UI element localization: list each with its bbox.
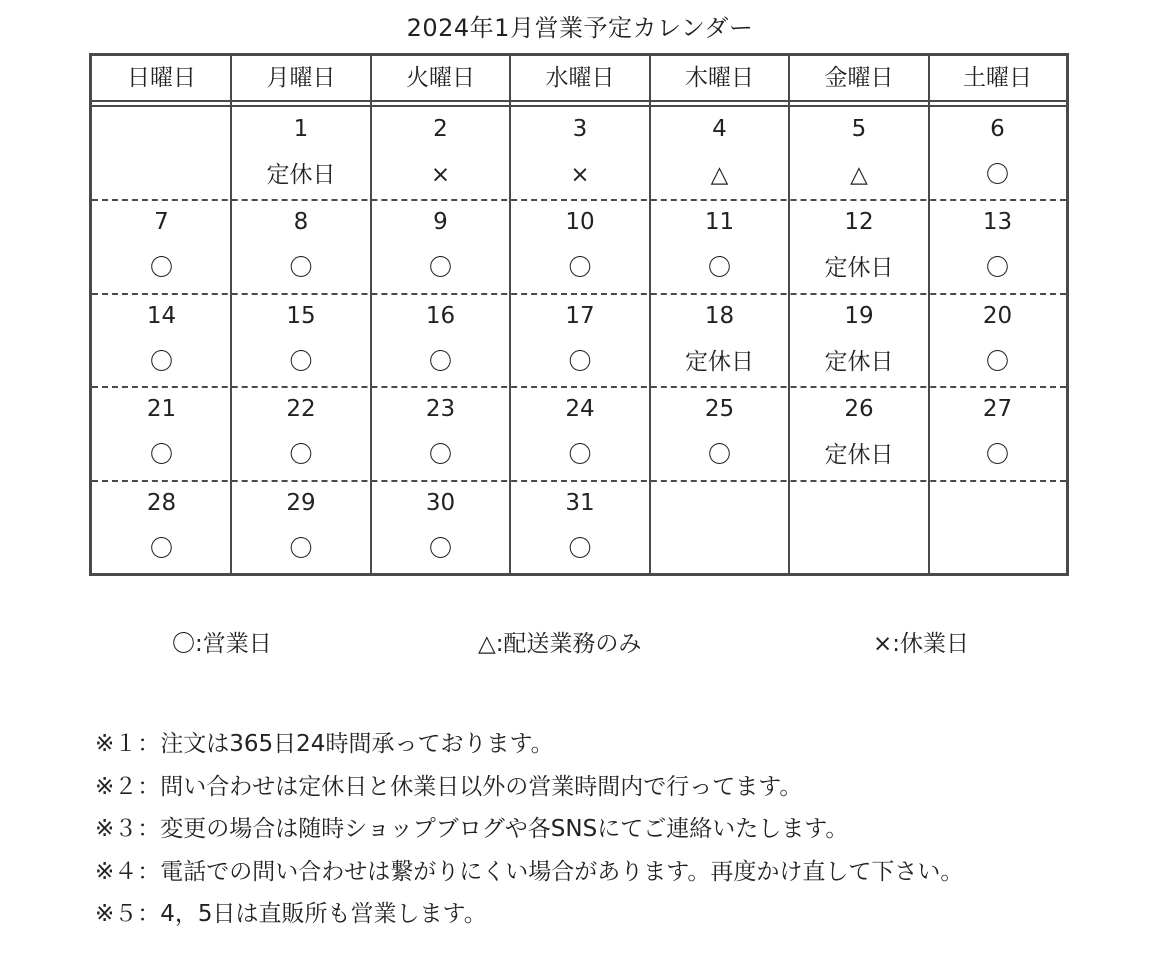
day-status: × bbox=[570, 162, 590, 188]
day-number: 20 bbox=[982, 302, 1013, 329]
weekday-header: 火曜日 bbox=[406, 65, 475, 91]
note-4: ※４：電話での問い合わせは繋がりにくい場合があります。再度かけ直して下さい。 bbox=[95, 858, 964, 885]
day-cell bbox=[92, 200, 231, 293]
day-status: 〇 bbox=[429, 535, 452, 562]
day-status: 定休日 bbox=[824, 255, 894, 282]
day-number: 22 bbox=[286, 396, 316, 423]
day-number: 11 bbox=[704, 209, 735, 236]
day-status: △ bbox=[710, 162, 729, 188]
day-cell bbox=[650, 107, 789, 200]
day-cell bbox=[510, 387, 650, 480]
day-number: 24 bbox=[565, 396, 595, 423]
day-cell bbox=[789, 107, 929, 200]
day-status: 〇 bbox=[568, 442, 592, 469]
weekday-header: 水曜日 bbox=[545, 65, 615, 91]
day-status: 〇 bbox=[568, 535, 592, 562]
day-cell bbox=[929, 294, 1066, 387]
day-cell bbox=[371, 387, 510, 480]
day-number: 28 bbox=[146, 489, 177, 516]
calendar-table bbox=[89, 53, 1069, 576]
day-status: 〇 bbox=[986, 162, 1009, 188]
legend-closed-day: ×:休業日 bbox=[873, 631, 970, 657]
day-status: 〇 bbox=[289, 442, 313, 469]
note-2: ※２：問い合わせは定休日と休業日以外の営業時間内で行ってます。 bbox=[95, 773, 803, 800]
day-cell bbox=[789, 481, 929, 574]
day-cell bbox=[510, 481, 650, 574]
day-number: 27 bbox=[982, 396, 1013, 423]
day-status: 〇 bbox=[150, 348, 173, 375]
day-status: 〇 bbox=[289, 348, 313, 375]
day-status: 定休日 bbox=[266, 162, 336, 188]
legend-delivery-only: △:配送業務のみ bbox=[478, 631, 642, 657]
day-cell bbox=[650, 387, 789, 480]
day-status: 〇 bbox=[150, 535, 173, 562]
day-number: 15 bbox=[286, 302, 316, 329]
day-status: 〇 bbox=[708, 255, 731, 282]
day-cell bbox=[510, 107, 650, 200]
day-number: 8 bbox=[293, 209, 309, 236]
day-cell bbox=[929, 387, 1066, 480]
day-cell bbox=[371, 294, 510, 387]
day-number: 19 bbox=[844, 302, 874, 329]
weekday-header: 土曜日 bbox=[963, 65, 1032, 91]
day-number: 12 bbox=[844, 209, 874, 236]
day-number: 17 bbox=[565, 302, 595, 329]
day-cell bbox=[929, 481, 1066, 574]
day-status: 〇 bbox=[568, 255, 592, 282]
day-status: 〇 bbox=[429, 255, 452, 282]
day-cell bbox=[650, 200, 789, 293]
day-cell bbox=[371, 107, 510, 200]
day-cell bbox=[231, 294, 371, 387]
day-cell bbox=[92, 294, 231, 387]
day-status: 〇 bbox=[568, 348, 592, 375]
header-divider bbox=[92, 100, 1066, 102]
day-status: 〇 bbox=[289, 255, 313, 282]
day-cell bbox=[231, 387, 371, 480]
day-cell bbox=[789, 387, 929, 480]
day-status: 定休日 bbox=[685, 348, 754, 375]
day-cell bbox=[929, 200, 1066, 293]
day-status: 〇 bbox=[986, 348, 1009, 375]
day-number: 3 bbox=[572, 116, 588, 142]
weekday-header: 月曜日 bbox=[266, 65, 336, 91]
day-number: 14 bbox=[146, 302, 177, 329]
day-number: 26 bbox=[844, 396, 874, 423]
day-number: 25 bbox=[704, 396, 735, 423]
day-cell bbox=[510, 294, 650, 387]
day-number: 6 bbox=[990, 116, 1005, 142]
calendar-title: 2024年1月営業予定カレンダー bbox=[406, 14, 754, 42]
day-cell bbox=[789, 200, 929, 293]
day-status: 〇 bbox=[150, 442, 173, 469]
day-status: 定休日 bbox=[824, 442, 894, 469]
day-number: 7 bbox=[154, 209, 169, 236]
day-cell bbox=[650, 294, 789, 387]
note-5: ※５：4，5日は直販所も営業します。 bbox=[95, 901, 487, 927]
day-status: 〇 bbox=[986, 255, 1009, 282]
day-number: 18 bbox=[704, 302, 735, 329]
day-number: 29 bbox=[286, 489, 316, 516]
note-1: ※１：注文は365日24時間承っております。 bbox=[95, 731, 554, 757]
day-status: 〇 bbox=[986, 442, 1009, 469]
day-cell bbox=[789, 294, 929, 387]
day-status: 〇 bbox=[289, 535, 313, 562]
weekday-header: 日曜日 bbox=[127, 65, 196, 91]
day-cell bbox=[510, 200, 650, 293]
notes-list bbox=[95, 723, 963, 936]
note-3: ※３：変更の場合は随時ショップブログや各SNSにてご連絡いたします。 bbox=[95, 816, 849, 842]
day-status: 〇 bbox=[429, 348, 452, 375]
day-number: 9 bbox=[433, 209, 448, 236]
day-cell bbox=[92, 387, 231, 480]
day-number: 1 bbox=[293, 116, 309, 142]
day-status: 〇 bbox=[708, 442, 731, 469]
weekday-header: 金曜日 bbox=[824, 65, 894, 91]
day-cell bbox=[371, 200, 510, 293]
day-number: 13 bbox=[982, 209, 1013, 236]
day-cell bbox=[231, 107, 371, 200]
day-number: 10 bbox=[565, 209, 595, 236]
day-status: △ bbox=[850, 162, 868, 188]
day-number: 4 bbox=[712, 116, 727, 142]
day-cell bbox=[231, 200, 371, 293]
day-number: 31 bbox=[565, 489, 595, 516]
weekday-header: 木曜日 bbox=[685, 65, 754, 91]
day-number: 21 bbox=[146, 396, 177, 423]
day-status: 〇 bbox=[429, 442, 452, 469]
day-cell bbox=[371, 481, 510, 574]
legend-open-day: 〇:営業日 bbox=[172, 631, 272, 657]
day-number: 16 bbox=[425, 302, 456, 329]
day-cell bbox=[650, 481, 789, 574]
day-cell bbox=[92, 481, 231, 574]
day-status: × bbox=[430, 162, 451, 188]
day-number: 30 bbox=[425, 489, 456, 516]
day-status: 〇 bbox=[150, 255, 173, 282]
day-number: 5 bbox=[851, 116, 867, 142]
day-status: 定休日 bbox=[824, 348, 894, 375]
day-cell bbox=[92, 107, 231, 200]
day-cell bbox=[231, 481, 371, 574]
day-number: 23 bbox=[425, 396, 456, 423]
day-number: 2 bbox=[433, 116, 448, 142]
day-cell bbox=[929, 107, 1066, 200]
